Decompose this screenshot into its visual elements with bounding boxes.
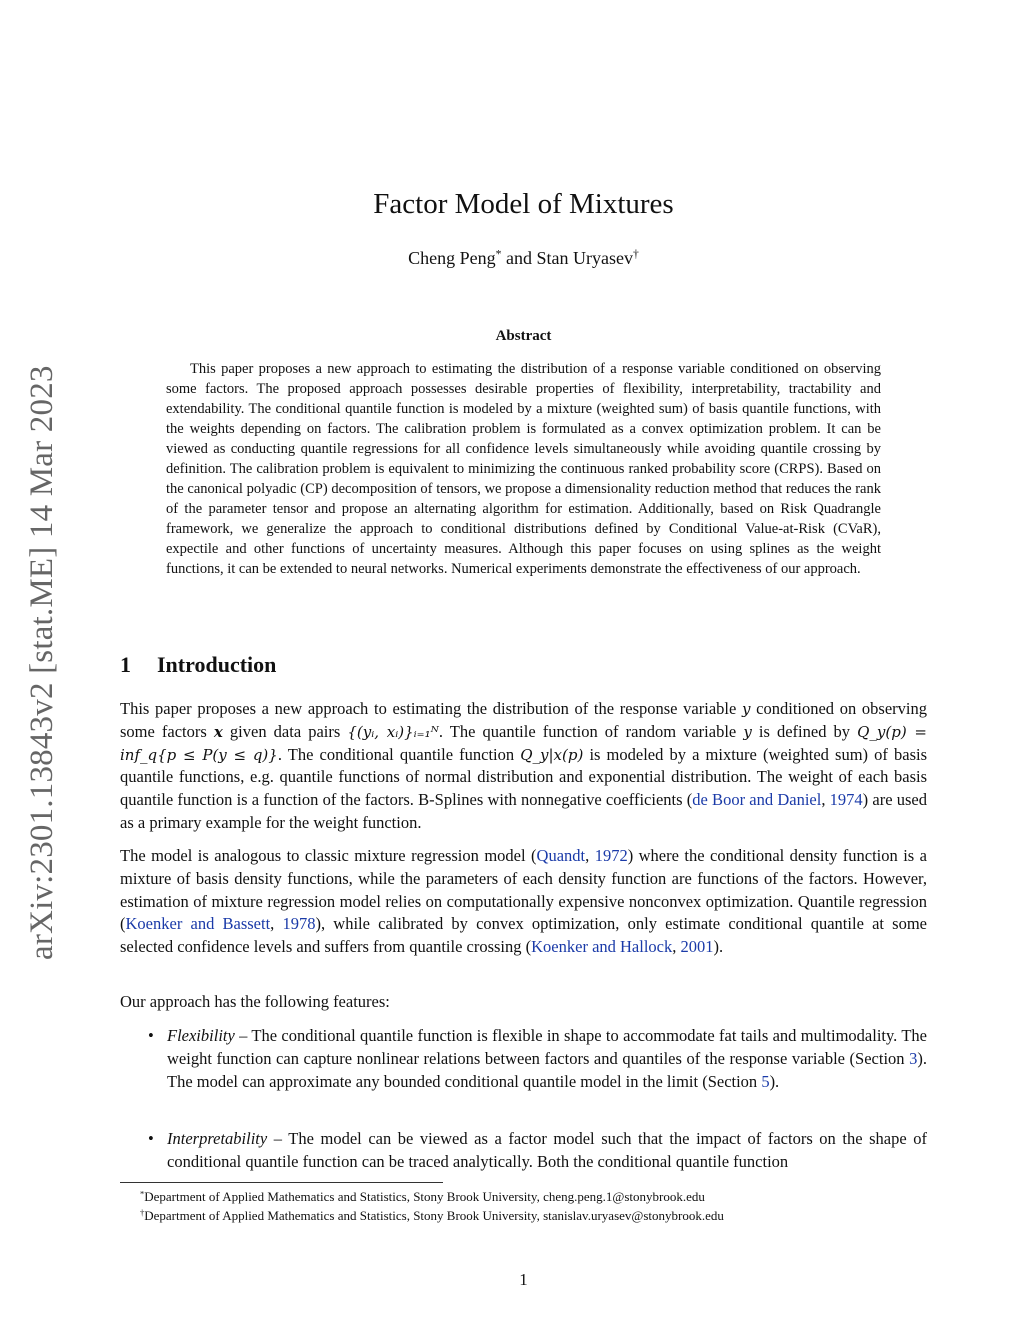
text-run: ). The model can approximate any bounded conditional quantile model in the limit (Section bbox=[167, 1048, 927, 1091]
text-run: ). bbox=[769, 1071, 780, 1091]
citation-link[interactable]: 1978 bbox=[282, 914, 316, 934]
math-variable: y bbox=[743, 722, 752, 741]
citation-link[interactable]: 2001 bbox=[680, 937, 714, 957]
text-run: This paper proposes a new approach to estimating the distribution of the response variable bbox=[120, 699, 742, 718]
text-run: , bbox=[672, 937, 681, 957]
citation-link[interactable]: Quandt bbox=[536, 846, 586, 865]
section-ref-link[interactable]: 5 bbox=[761, 1071, 770, 1091]
text-run: , bbox=[585, 846, 595, 865]
citation-link[interactable]: de Boor and Daniel bbox=[692, 790, 822, 810]
bullet-dot: • bbox=[148, 1129, 154, 1148]
text-run: is defined by bbox=[751, 721, 858, 741]
footnote-mark: * bbox=[140, 1188, 145, 1199]
intro-paragraph-3: Our approach has the following features: bbox=[120, 992, 390, 1011]
author-name: Stan Uryasev bbox=[536, 248, 633, 268]
author-name: Cheng Peng bbox=[408, 248, 496, 268]
footnote-mark[interactable]: † bbox=[632, 247, 639, 261]
author-line bbox=[0, 246, 1024, 270]
citation-link[interactable]: 1974 bbox=[829, 790, 863, 810]
footnote bbox=[140, 1188, 705, 1205]
bullet-dot: • bbox=[148, 1026, 154, 1045]
citation-link[interactable]: Koenker and Bassett bbox=[125, 914, 271, 934]
text-run: The model is analogous to classic mixture regression model ( bbox=[120, 846, 537, 865]
text-run: ), while calibrated by convex optimization, only estimate conditional quantile at some selected confidence levels and suffers from quantile crossing ( bbox=[120, 914, 928, 957]
paper-title: Factor Model of Mixtures bbox=[373, 188, 674, 220]
text-run: ). bbox=[713, 937, 724, 957]
footnote bbox=[140, 1207, 724, 1224]
intro-paragraph-1 bbox=[120, 698, 927, 835]
text-run: . The quantile function of random variable bbox=[438, 721, 744, 741]
text-run: conditioned on observing some factors bbox=[120, 699, 927, 741]
text-run: , bbox=[270, 914, 283, 934]
abstract-heading: Abstract bbox=[495, 328, 552, 344]
footnote-mark[interactable]: * bbox=[495, 247, 502, 261]
list-item bbox=[120, 1025, 927, 1093]
list-item-text bbox=[167, 1025, 927, 1093]
arxiv-identifier: arXiv:2301.13843v2 [stat.ME] 14 Mar 2023 bbox=[24, 365, 60, 960]
text-run: ) are used as a primary example for the weight function. bbox=[120, 790, 927, 832]
feature-term: Flexibility bbox=[167, 1026, 235, 1045]
intro-paragraph-2 bbox=[120, 845, 927, 959]
math-expression: Q_y|x(p) bbox=[520, 745, 584, 764]
section-ref-link[interactable]: 3 bbox=[909, 1048, 918, 1068]
text-run: – The conditional quantile function is flexible in shape to accommodate fat tails and multimodality. The weight function can capture nonlinear relations between factors and quantiles of the response variable (Section bbox=[167, 1026, 927, 1068]
citation-link[interactable]: Koenker and Hallock bbox=[531, 937, 673, 957]
footnote-mark: † bbox=[140, 1207, 145, 1218]
page-number: 1 bbox=[519, 1270, 528, 1289]
math-expression: Q_y(p) = inf_q{p ≤ P(y ≤ q)} bbox=[120, 722, 927, 764]
math-expression: {(yᵢ, xᵢ)}ᵢ₌₁ᴺ bbox=[347, 722, 439, 741]
text-run: , bbox=[821, 790, 830, 810]
citation-link[interactable]: 1972 bbox=[594, 846, 628, 865]
text-run: is modeled by a mixture (weighted sum) of basis quantile functions, e.g. quantile functions of normal distribution and exponential distribution. The weight of each basis quantile function is a function of the factors. B-Splines with nonnegative coefficients ( bbox=[120, 744, 927, 810]
author-conjunction: and bbox=[501, 248, 537, 268]
section-number: 1 bbox=[120, 652, 131, 677]
text-run: given data pairs bbox=[222, 721, 348, 741]
feature-term: Interpretability bbox=[167, 1129, 268, 1148]
text-run: ) where the conditional density function is a mixture of basis density functions, while the parameters of each density function are functions of the factors. However, estimation of mixture regression model relies on computationally expensive nonconvex optimization. Quantile regression ( bbox=[120, 846, 927, 934]
abstract-body: This paper proposes a new approach to estimating the distribution of a response variable conditioned on observing some factors. The proposed approach possesses desirable properties of flexibility, interpretability, tractability and extendability. The conditional quantile function is modeled by a mixture (weighted sum) of basis quantile functions, with the weights depending on factors. The calibration problem is formulated as a convex optimization problem. It can be viewed as conducting quantile regressions for all confidence levels simultaneously while avoiding quantile crossing by definition. The calibration problem is equivalent to minimizing the continuous ranked probability score (CRPS). Based on the canonical polyadic (CP) decomposition of tensors, we propose a dimensionality reduction method that reduces the rank of the parameter tensor and propose an alternating algorithm for estimation. Additionally, based on Risk Quadrangle framework, we generalize the approach to conditional distributions defined by Conditional Value-at-Risk (CVaR), expectile and other functions of uncertainty measures. Although this paper focuses on using splines as the weight functions, it can be extended to neural networks. Numerical experiments demonstrate the effectiveness of our approach. bbox=[166, 361, 881, 577]
footnote-rule bbox=[120, 1182, 443, 1183]
footnote-text: Department of Applied Mathematics and Statistics, Stony Brook University, cheng.peng.1@stonybrook.edu bbox=[144, 1189, 705, 1204]
section-title: Introduction bbox=[157, 652, 277, 677]
list-item-text bbox=[167, 1128, 927, 1174]
text-run: – The model can be viewed as a factor model such that the impact of factors on the shape of conditional quantile function can be traced analytically. Both the conditional quantile function bbox=[167, 1129, 927, 1171]
math-variable: y bbox=[742, 700, 751, 718]
math-variable: x bbox=[213, 722, 223, 741]
text-run: . The conditional quantile function bbox=[277, 744, 521, 764]
list-item bbox=[120, 1128, 927, 1174]
footnote-text: Department of Applied Mathematics and Statistics, Stony Brook University, stanislav.uryasev@stonybrook.edu bbox=[144, 1208, 724, 1223]
section-heading bbox=[120, 650, 276, 680]
